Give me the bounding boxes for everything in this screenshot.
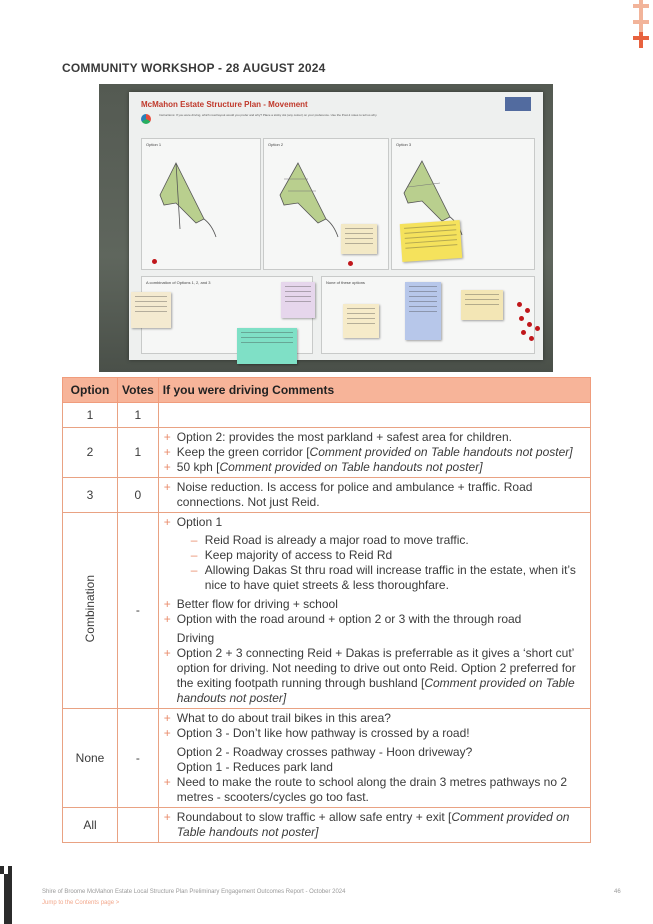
sub-comment-item: – Reid Road is already a major road to move traffic. — [177, 533, 586, 548]
table-row — [63, 808, 591, 843]
sticky-note — [237, 328, 297, 364]
page-heading: COMMUNITY WORKSHOP - 28 AUGUST 2024 — [62, 61, 326, 75]
page-number: 46 — [614, 889, 621, 895]
vote-dot — [519, 316, 524, 321]
table-header-row — [63, 378, 591, 403]
comment-item: + Noise reduction. Is access for police and ambulance + traffic. Road connections. Not just Reid. — [163, 480, 586, 510]
vote-dot — [348, 261, 353, 266]
panel-label: A combination of Options 1, 2, and 3 — [146, 280, 211, 285]
row-option: 3 — [63, 478, 118, 513]
panel-label: Option 1 — [146, 142, 162, 147]
row-comments — [158, 513, 590, 709]
comment-plain: Option 1 - Reduces park land — [176, 760, 333, 774]
vote-dot — [529, 336, 534, 341]
comment-item: + Option 2 + 3 connecting Reid + Dakas is preferrable as it gives a ‘short cut’ option for driving. Not needing to drive out onto Reid. Option 2 preferred for the exiting footpath running through bushland [Comment provided on Table handouts not poster] — [163, 646, 586, 706]
row-option: All — [63, 808, 118, 843]
sticky-note — [461, 290, 503, 320]
poster — [129, 92, 543, 360]
vote-dot — [525, 308, 530, 313]
panel-label: Option 3 — [396, 142, 412, 147]
row-comments — [158, 808, 590, 843]
comment-plain: Option 2 - Roadway crosses pathway - Hoon driveway? — [176, 745, 473, 759]
row-votes: - — [118, 513, 159, 709]
comment-item: + Keep the green corridor [Comment provided on Table handouts not poster] — [163, 445, 586, 460]
map-option-1 — [156, 159, 226, 239]
workshop-photo — [99, 84, 553, 372]
row-option: 1 — [63, 403, 118, 428]
comment-item: + Option with the road around + option 2 or 3 with the through road — [163, 612, 586, 627]
row-votes: 1 — [118, 403, 159, 428]
row-comments — [158, 478, 590, 513]
map-option-2 — [274, 159, 348, 239]
sticky-note — [405, 282, 441, 340]
table-row — [63, 513, 591, 709]
row-votes: 0 — [118, 478, 159, 513]
row-votes: - — [118, 709, 159, 808]
panel-label: Option 2 — [268, 142, 284, 147]
header-votes: Votes — [118, 378, 159, 403]
comment-item: + Roundabout to slow traffic + allow safe entry + exit [Comment provided on Table handouts not poster] — [163, 810, 586, 840]
contents-link[interactable]: Jump to the Contents page > — [42, 900, 120, 906]
sticky-note — [343, 304, 379, 338]
comment-item: + What to do about trail bikes in this area? — [163, 711, 586, 726]
vote-dot — [535, 326, 540, 331]
poster-instructions: Instructions: If you were driving, which road layout would you prefer and why? Place a sticky dot (any colour) on your preference. Use the Post-it notes to tell us why. — [159, 114, 378, 117]
table-row — [63, 478, 591, 513]
vote-dot — [517, 302, 522, 307]
row-votes: 1 — [118, 428, 159, 478]
vote-dot — [152, 259, 157, 264]
table-row — [63, 428, 591, 478]
header-comments: If you were driving Comments — [158, 378, 590, 403]
left-decoration — [0, 866, 16, 924]
row-votes — [118, 808, 159, 843]
panel-label: None of these options — [326, 280, 365, 285]
row-option: None — [63, 709, 118, 808]
sticky-note — [131, 292, 171, 328]
corner-decoration — [633, 0, 649, 48]
table-row — [63, 403, 591, 428]
row-option — [63, 513, 118, 709]
row-option: 2 — [63, 428, 118, 478]
sticky-note — [281, 282, 315, 318]
shire-logo — [505, 97, 531, 111]
panel-option-1 — [141, 138, 261, 270]
row-comments — [158, 428, 590, 478]
comment-item: + Option 1 – Reid Road is already a major road to move traffic. – Keep majority of access to Reid Rd – Allowing Dakas St thru road will increase traffic in the estate, when it’s nice to have quiet streets & less thoroughfare. — [163, 515, 586, 593]
table-row — [63, 709, 591, 808]
footer-report-title: Shire of Broome McMahon Estate Local Structure Plan Preliminary Engagement Outcomes Report - October 2024 — [42, 889, 346, 895]
sub-comment-item: – Keep majority of access to Reid Rd — [177, 548, 586, 563]
comment-continuation: Driving — [176, 631, 215, 645]
sticky-note — [400, 220, 463, 262]
row-comments — [158, 403, 590, 428]
vote-dot — [527, 322, 532, 327]
comment-item: + Option 2: provides the most parkland + safest area for children. — [163, 430, 586, 445]
comment-item: + Better flow for driving + school — [163, 597, 586, 612]
row-comments — [158, 709, 590, 808]
vote-dot — [521, 330, 526, 335]
row-option-label: Combination — [82, 574, 97, 643]
header-option: Option — [63, 378, 118, 403]
poster-dots-icon — [141, 114, 151, 124]
sticky-note — [341, 224, 377, 254]
comment-item: + 50 kph [Comment provided on Table handouts not poster] — [163, 460, 586, 475]
comment-item: + Need to make the route to school along the drain 3 metres pathways no 2 metres - scooters/cycles go too fast. — [163, 775, 586, 805]
comment-item: + Option 3 - Don’t like how pathway is crossed by a road! — [163, 726, 586, 741]
sub-comment-item: – Allowing Dakas St thru road will increase traffic in the estate, when it’s nice to have quiet streets & less thoroughfare. — [177, 563, 586, 593]
poster-title: McMahon Estate Structure Plan - Movement — [141, 100, 308, 109]
votes-table — [62, 377, 591, 843]
